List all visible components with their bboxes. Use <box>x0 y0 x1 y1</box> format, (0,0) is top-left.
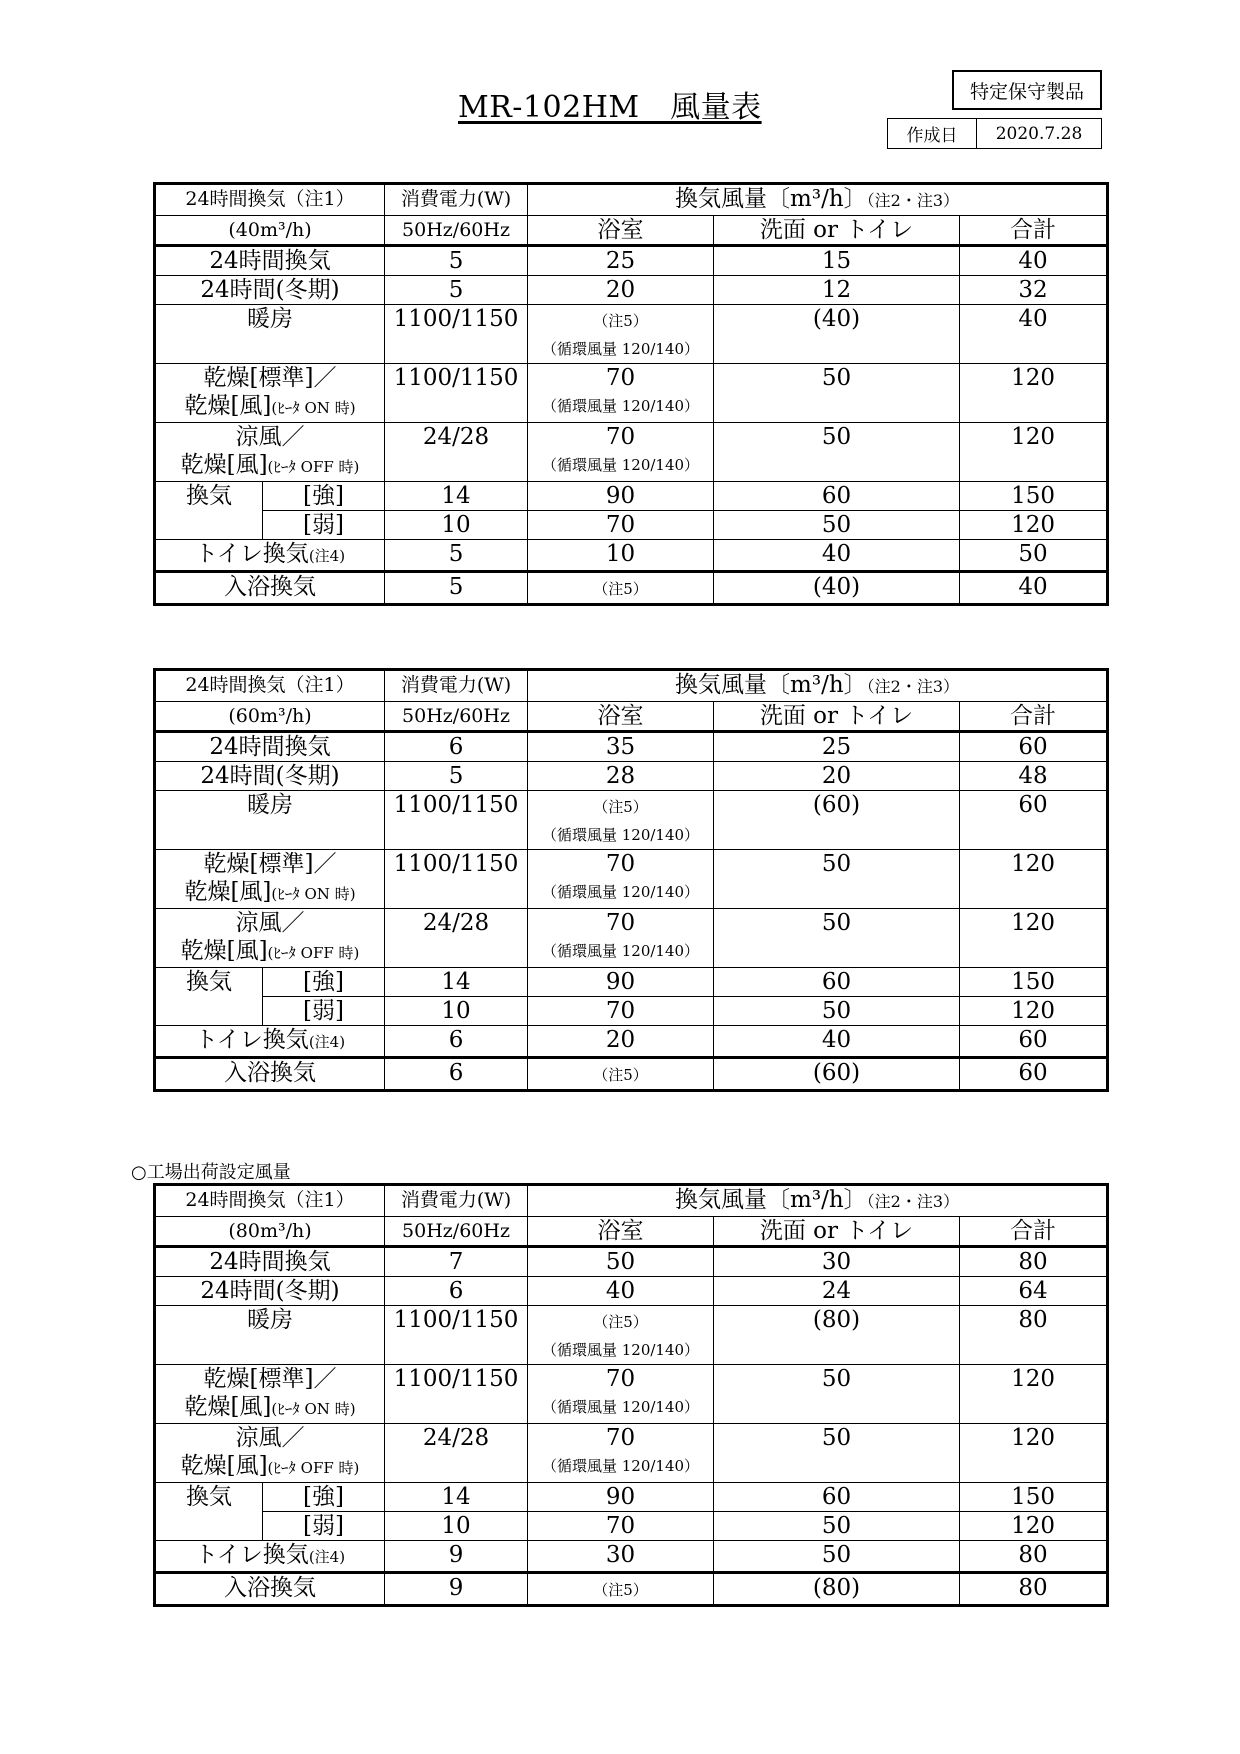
header-capacity: (80m³/h) <box>155 1217 385 1247</box>
table-row: 換気 [強] 14 90 60 150 <box>155 482 1108 511</box>
header-total: 合計 <box>960 216 1108 246</box>
table-row: 換気 [強] 14 90 60 150 <box>155 968 1108 997</box>
header-flow: 換気風量〔m³/h〕（注2・注3） <box>528 1185 1108 1217</box>
header-power: 消費電力(W) <box>385 670 528 702</box>
header-bath: 浴室 <box>528 702 714 732</box>
table-row: 乾燥[標準]／ 乾燥[風](ﾋｰﾀ ON 時) 1100/1150 70 （循環風量 120/140） 50 120 <box>155 364 1108 423</box>
header-power-sub: 50Hz/60Hz <box>385 702 528 732</box>
page-title: MR-102HM 風量表 <box>458 90 762 125</box>
airflow-table-60 <box>153 668 1109 1092</box>
table-row: 24時間(冬期) 6 40 24 64 <box>155 1277 1108 1306</box>
table-row: 入浴換気 6 （注5） (60) 60 <box>155 1058 1108 1091</box>
creation-date-label: 作成日 <box>888 119 977 148</box>
creation-date-value: 2020.7.28 <box>995 123 1083 144</box>
table-row: 暖房 1100/1150 （注5） （循環風量 120/140） (40) 40 <box>155 305 1108 364</box>
table-row: トイレ換気(注4) 6 20 40 60 <box>155 1026 1108 1058</box>
table-row: 乾燥[標準]／ 乾燥[風](ﾋｰﾀ ON 時) 1100/1150 70 （循環風量 120/140） 50 120 <box>155 850 1108 909</box>
header-mode: 24時間換気（注1） <box>155 1185 385 1217</box>
header-capacity: (40m³/h) <box>155 216 385 246</box>
header-mode: 24時間換気（注1） <box>155 184 385 216</box>
table-row: 乾燥[標準]／ 乾燥[風](ﾋｰﾀ ON 時) 1100/1150 70 （循環風量 120/140） 50 120 <box>155 1365 1108 1424</box>
table-row: 涼風／ 乾燥[風](ﾋｰﾀ OFF 時) 24/28 70 （循環風量 120/140） 50 120 <box>155 1424 1108 1483</box>
header-power-sub: 50Hz/60Hz <box>385 216 528 246</box>
table-row: [弱] 10 70 50 120 <box>155 511 1108 540</box>
header-power: 消費電力(W) <box>385 184 528 216</box>
airflow-table-80 <box>153 1183 1109 1607</box>
header-capacity: (60m³/h) <box>155 702 385 732</box>
header-wash: 洗面 or トイレ <box>714 216 960 246</box>
table-row: 24時間換気 6 35 25 60 <box>155 732 1108 762</box>
airflow-table-40 <box>153 182 1109 606</box>
header-bath: 浴室 <box>528 1217 714 1247</box>
header-flow: 換気風量〔m³/h〕（注2・注3） <box>528 184 1108 216</box>
table-row: 暖房 1100/1150 （注5） （循環風量 120/140） (80) 80 <box>155 1306 1108 1365</box>
table-row: 24時間換気 7 50 30 80 <box>155 1247 1108 1277</box>
table-row: [弱] 10 70 50 120 <box>155 997 1108 1026</box>
table-row: トイレ換気(注4) 9 30 50 80 <box>155 1541 1108 1573</box>
header-power: 消費電力(W) <box>385 1185 528 1217</box>
header-power-sub: 50Hz/60Hz <box>385 1217 528 1247</box>
table-row: 24時間(冬期) 5 20 12 32 <box>155 276 1108 305</box>
product-badge: 特定保守製品 <box>952 70 1102 110</box>
header-bath: 浴室 <box>528 216 714 246</box>
table-row: 入浴換気 9 （注5） (80) 80 <box>155 1573 1108 1606</box>
creation-date-box <box>887 118 1102 149</box>
header-flow: 換気風量〔m³/h〕（注2・注3） <box>528 670 1108 702</box>
header-total: 合計 <box>960 702 1108 732</box>
table-row: トイレ換気(注4) 5 10 40 50 <box>155 540 1108 572</box>
table-row: 涼風／ 乾燥[風](ﾋｰﾀ OFF 時) 24/28 70 （循環風量 120/140） 50 120 <box>155 909 1108 968</box>
table-row: 24時間換気 5 25 15 40 <box>155 246 1108 276</box>
header-wash: 洗面 or トイレ <box>714 1217 960 1247</box>
table-row: 24時間(冬期) 5 28 20 48 <box>155 762 1108 791</box>
factory-setting-note: ○工場出荷設定風量 <box>131 1162 291 1183</box>
header-mode: 24時間換気（注1） <box>155 670 385 702</box>
header-wash: 洗面 or トイレ <box>714 702 960 732</box>
table-row: 換気 [強] 14 90 60 150 <box>155 1483 1108 1512</box>
header-total: 合計 <box>960 1217 1108 1247</box>
table-row: 涼風／ 乾燥[風](ﾋｰﾀ OFF 時) 24/28 70 （循環風量 120/140） 50 120 <box>155 423 1108 482</box>
table-row: 入浴換気 5 （注5） (40) 40 <box>155 572 1108 605</box>
table-row: 暖房 1100/1150 （注5） （循環風量 120/140） (60) 60 <box>155 791 1108 850</box>
table-row: [弱] 10 70 50 120 <box>155 1512 1108 1541</box>
